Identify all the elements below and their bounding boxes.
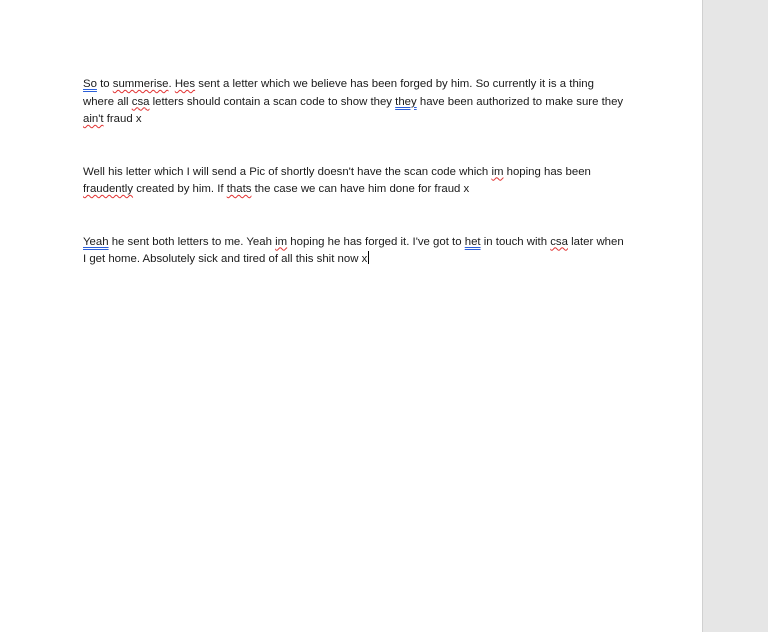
document-body[interactable] <box>83 76 628 304</box>
spelling-error-word: fraudently <box>83 183 134 195</box>
paragraph[interactable] <box>83 164 628 199</box>
text-run: Well his letter which I will send a Pic of shortly doesn't have the scan code which <box>83 165 492 178</box>
spelling-error-word: im <box>275 235 288 248</box>
text-run: hoping he has forged it. I've got to <box>287 235 465 248</box>
text-run: he sent both letters to me. Yeah <box>108 235 276 248</box>
grammar-flag-word: So <box>83 78 97 90</box>
text-run: fraud x <box>103 113 142 125</box>
text-run: in touch with <box>480 235 551 248</box>
text-run: . <box>168 78 175 90</box>
text-cursor <box>368 251 369 264</box>
paragraph[interactable] <box>83 76 628 129</box>
grammar-flag-word: they <box>395 95 417 108</box>
grammar-flag-word: het <box>464 235 481 248</box>
grammar-flag-word: Yeah <box>83 235 109 248</box>
text-run: hoping has been <box>503 165 591 178</box>
text-run: have been authorized to make sure they <box>416 95 624 108</box>
paragraph[interactable] <box>83 234 628 269</box>
text-run: later when I get home. Absolutely sick and tired of all this shit now x <box>83 235 624 265</box>
spelling-error-word: thats <box>226 183 252 195</box>
text-run: sent a letter which we believe has been forged by him. So currently it is a thing where all <box>83 78 594 108</box>
text-run: letters should contain a scan code to show they <box>149 95 396 108</box>
spelling-error-word: summerise <box>112 78 169 90</box>
spelling-error-word: csa <box>550 235 568 248</box>
text-run: to <box>96 78 113 90</box>
spelling-error-word: ain't <box>83 113 104 125</box>
text-run: created by him. If <box>133 183 227 195</box>
text-run: the case we can have him done for fraud x <box>251 183 470 195</box>
spelling-error-word: Hes <box>174 78 196 90</box>
spelling-error-word: csa <box>131 95 150 108</box>
spelling-error-word: im <box>491 165 504 178</box>
